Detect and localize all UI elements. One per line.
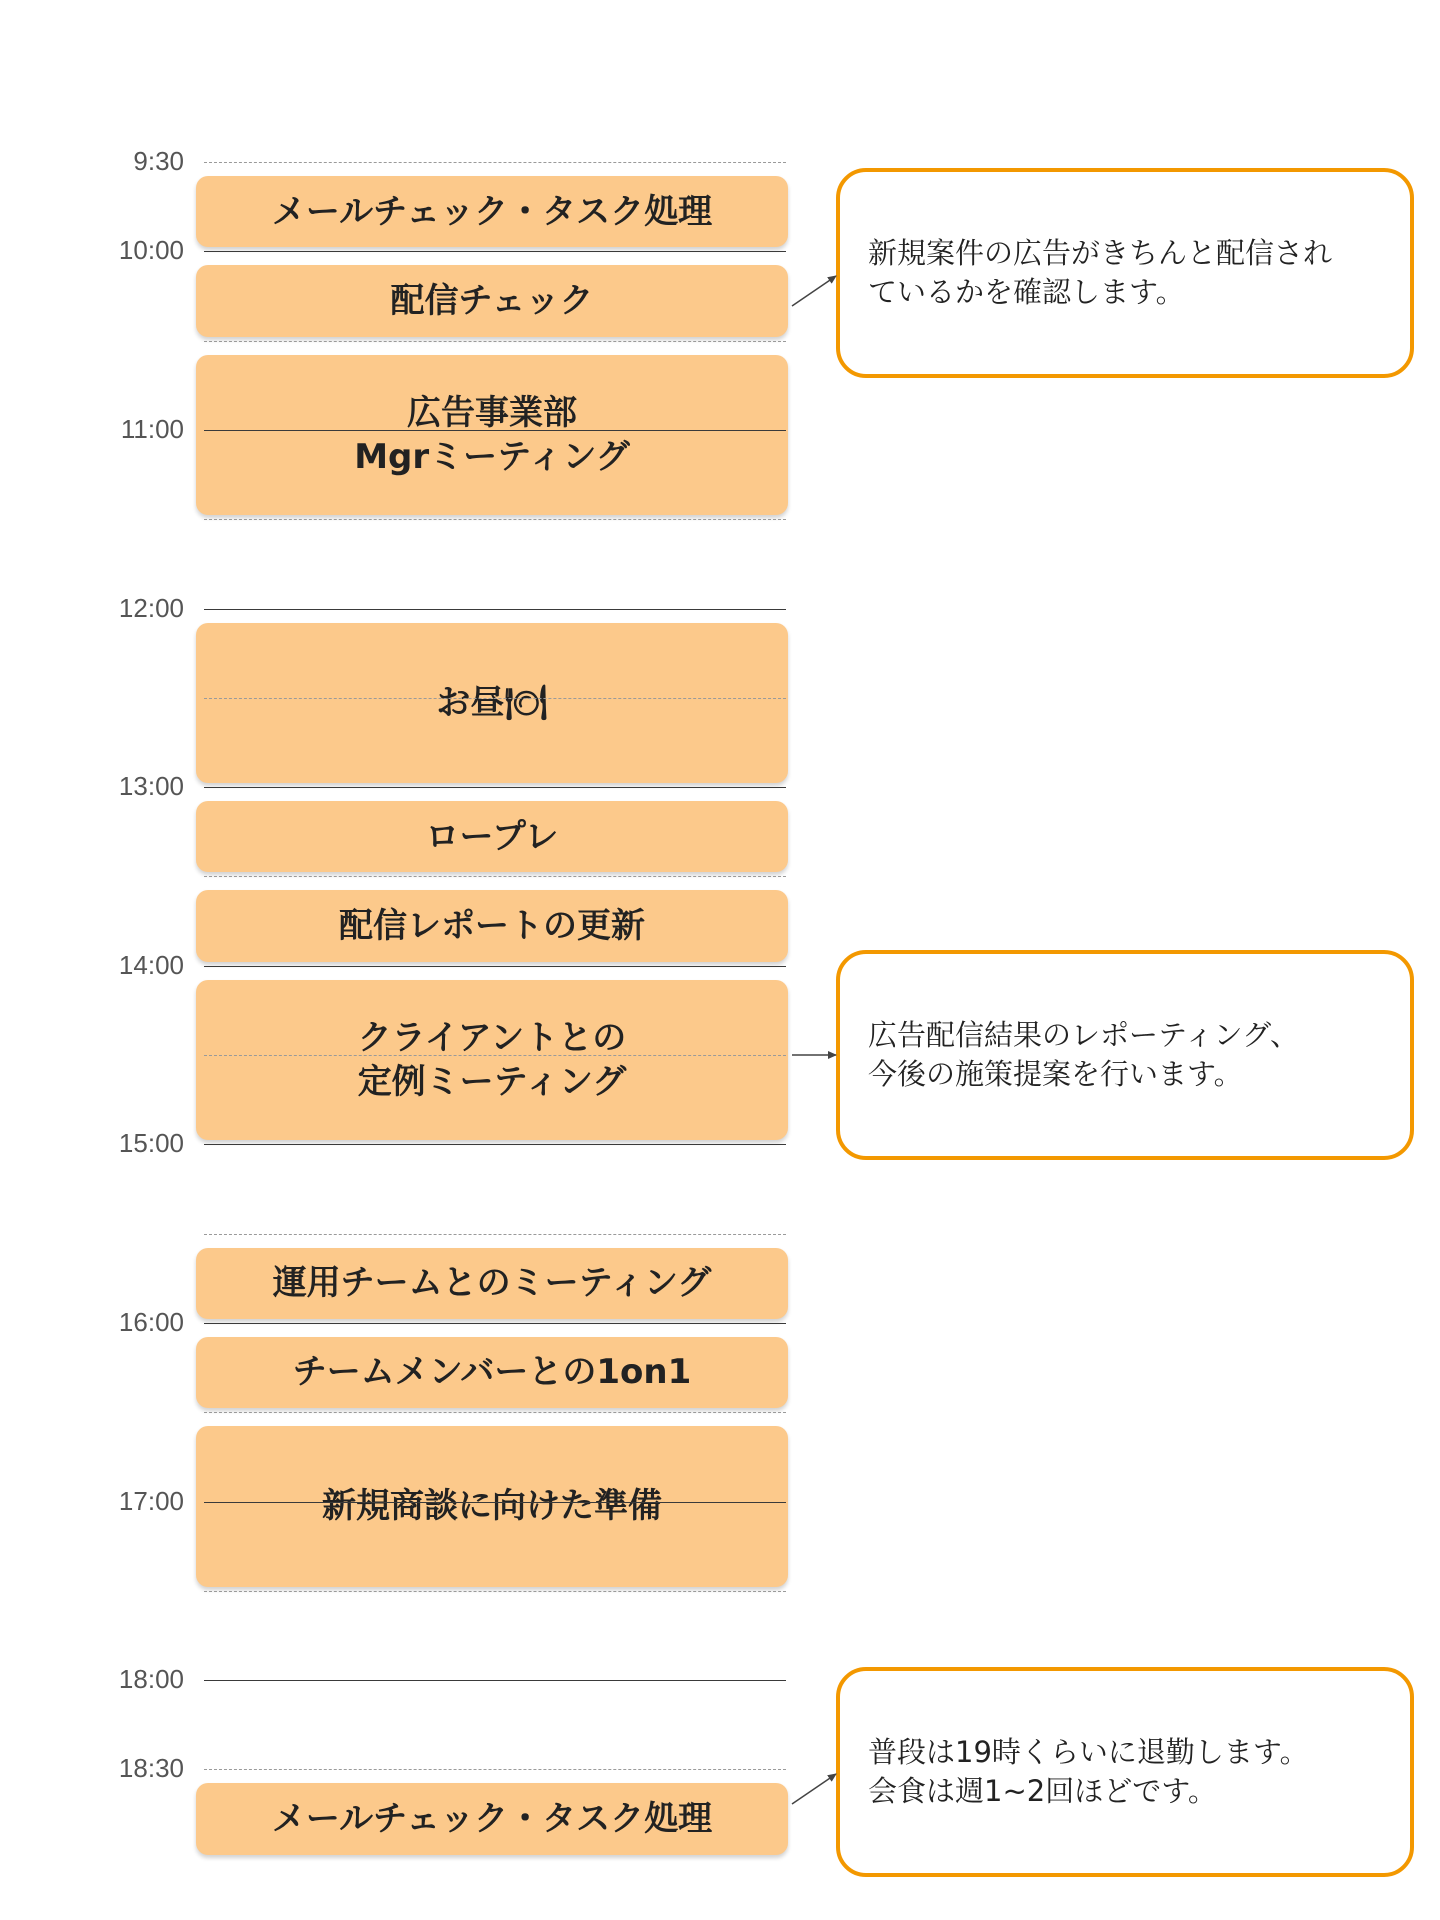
event-delivery-check (196, 265, 788, 336)
time-label: 18:00 (118, 1664, 184, 1695)
event-email-check-evening (196, 1783, 788, 1854)
event-label: お昼🍽 (436, 682, 548, 723)
time-label: 12:00 (118, 592, 184, 623)
note-text: 普段は19時くらいに退勤します。 会食は週1~2回ほどです。 (868, 1735, 1309, 1808)
time-label: 9:30 (133, 146, 184, 176)
event-label: 新規商談に向けた準備 (322, 1486, 662, 1527)
time-label: 11:00 (120, 413, 184, 444)
event-report-update (196, 890, 788, 961)
time-label: 14:00 (118, 949, 184, 980)
event-one-on-one (196, 1337, 788, 1408)
event-label: クライアントとの 定例ミーティング (357, 1017, 627, 1102)
event-label: メールチェック・タスク処理 (271, 1798, 713, 1839)
note-text: 広告配信結果のレポーティング、 今後の施策提案を行います。 (868, 1018, 1299, 1091)
event-label: チームメンバーとの1on1 (292, 1352, 692, 1393)
event-mgr-meeting (196, 355, 788, 516)
time-label: 17:00 (118, 1485, 184, 1516)
event-label: 配信チェック (390, 280, 594, 321)
event-roleplay (196, 801, 788, 872)
event-ops-team-meeting (196, 1248, 788, 1319)
event-label: 広告事業部 Mgrミーティング (354, 392, 630, 477)
event-label: ロープレ (425, 816, 559, 857)
event-sales-prep (196, 1426, 788, 1587)
time-label: 13:00 (118, 771, 184, 802)
time-label: 18:30 (118, 1753, 184, 1784)
event-label: 運用チームとのミーティング (272, 1263, 712, 1304)
note-text: 新規案件の広告がきちんと配信され ているかを確認します。 (868, 236, 1333, 309)
time-label: 10:00 (118, 235, 184, 266)
time-label: 15:00 (118, 1128, 184, 1159)
event-client-meeting (196, 980, 788, 1141)
event-label: 配信レポートの更新 (339, 905, 645, 946)
event-label: メールチェック・タスク処理 (271, 191, 713, 232)
time-label: 16:00 (118, 1306, 184, 1337)
event-lunch (196, 623, 788, 784)
event-email-check-morning (196, 176, 788, 247)
